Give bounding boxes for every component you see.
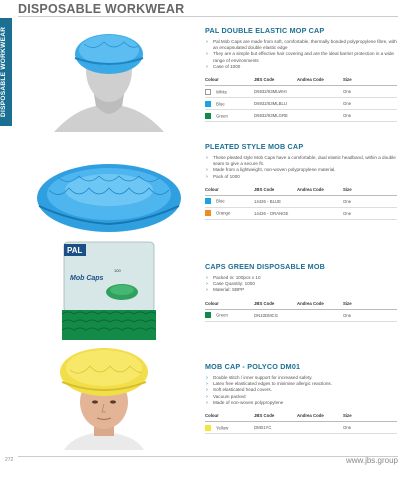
andrea-code: [297, 309, 343, 321]
jbs-code: DM01YC: [254, 422, 297, 434]
product-bullets: [205, 375, 397, 406]
spec-table-header-row: [205, 299, 397, 310]
andrea-code-header: Andrea Code: [297, 411, 343, 422]
size: One: [343, 195, 397, 207]
bullet-item: › Material: SBPP: [205, 287, 397, 293]
pleated-blue-cap-photo: [34, 140, 184, 234]
table-row: [205, 309, 397, 321]
colour-swatch: [205, 89, 211, 95]
size: One: [343, 98, 397, 110]
colour-header: Colour: [205, 411, 254, 422]
size: One: [343, 207, 397, 219]
bullet-item: › Case Quantity: 1000: [205, 281, 397, 287]
size: One: [343, 86, 397, 98]
colour-swatch: [205, 210, 211, 216]
colour-swatch: [205, 198, 211, 204]
product-mob-cap-polyco-dm01: [205, 362, 397, 434]
jbs-code: D6932/53MLBLU: [254, 98, 297, 110]
product-pleated-style-mob-cap: [205, 142, 397, 220]
colour-name: Yellow: [216, 425, 229, 431]
product-bullets: [205, 275, 397, 294]
side-tab-label: DISPOSABLE WORKWEAR: [0, 26, 7, 118]
table-row: [205, 195, 397, 207]
green-caps-package-photo: [62, 240, 156, 340]
table-row: [205, 422, 397, 434]
spec-table: [205, 185, 397, 220]
andrea-code: [297, 207, 343, 219]
product-title: PAL DOUBLE ELASTIC MOP CAP: [205, 26, 325, 35]
colour-name: Green: [216, 312, 228, 318]
colour-name: Blue: [216, 101, 225, 107]
package-count: 100: [114, 268, 121, 273]
header-divider: [18, 16, 398, 17]
andrea-code: [297, 195, 343, 207]
colour-swatch: [205, 312, 211, 318]
spec-table-header-row: [205, 75, 397, 86]
table-row: [205, 110, 397, 122]
jbs-code: D6932/53MLGRE: [254, 110, 297, 122]
size-header: Size: [343, 299, 397, 310]
product-caps-green-disposable-mob: [205, 262, 397, 322]
jbs-code: DN10DMCG: [254, 309, 297, 321]
spec-table-header-row: [205, 185, 397, 196]
colour-name: White: [216, 89, 227, 95]
package-name: Mob Caps: [70, 275, 104, 282]
andrea-code: [297, 98, 343, 110]
bullet-item: › Made of non-woven polypropylene: [205, 400, 397, 406]
bullet-item: › Made from a lightweight, non-woven polypropylene material.: [205, 167, 397, 173]
colour-swatch: [205, 101, 211, 107]
jbs-code-header: JBS Code: [254, 299, 297, 310]
product-title: MOB CAP - POLYCO DM01: [205, 362, 301, 371]
product-bullets: [205, 155, 397, 180]
colour-name: Green: [216, 113, 228, 119]
page-number: 272: [5, 457, 14, 463]
bullet-item: › These pleated style Mob Caps have a comfortable, dual elastic headband, within a double seam to give a secure fit.: [205, 155, 397, 167]
table-row: [205, 98, 397, 110]
bullet-item: › They are a simple but effective hair covering and are the ideal barrier protection in a wide range of environments: [205, 51, 397, 63]
bullet-item: › Case of 1000: [205, 64, 397, 70]
bullet-item: › Pack of 1000: [205, 174, 397, 180]
colour-name: Blue: [216, 198, 225, 204]
spec-table-header-row: [205, 411, 397, 422]
product-pal-double-elastic-mop-cap: [205, 26, 397, 122]
colour-header: Colour: [205, 299, 254, 310]
product-title: PLEATED STYLE MOB CAP: [205, 142, 304, 151]
andrea-code: [297, 110, 343, 122]
table-row: [205, 86, 397, 98]
mannequin-blue-cap-photo: [34, 22, 184, 132]
andrea-code: [297, 86, 343, 98]
bullet-item: › Soft elasticated head covers.: [205, 387, 397, 393]
bullet-item: › Double stitch / inner support for increased safety.: [205, 375, 397, 381]
page-header: [0, 0, 408, 18]
size: One: [343, 110, 397, 122]
jbs-code: D6932/53MLWHI: [254, 86, 297, 98]
jbs-code-header: JBS Code: [254, 411, 297, 422]
jbs-code-header: JBS Code: [254, 75, 297, 86]
package-brand: PAL: [67, 246, 83, 255]
spec-table: [205, 75, 397, 122]
man-yellow-cap-photo: [34, 344, 174, 450]
jbs-code: 14426 - ORANGE: [254, 207, 297, 219]
colour-header: Colour: [205, 75, 254, 86]
andrea-code-header: Andrea Code: [297, 299, 343, 310]
colour-swatch: [205, 113, 211, 119]
page-title: DISPOSABLE WORKWEAR: [18, 2, 185, 16]
andrea-code-header: Andrea Code: [297, 75, 343, 86]
size: One: [343, 422, 397, 434]
spec-table: [205, 299, 397, 322]
jbs-code-header: JBS Code: [254, 185, 297, 196]
bullet-item: › Latex free elasticated edges to minimise allergic reactions.: [205, 381, 397, 387]
website-link[interactable]: www.jbs.group: [345, 456, 398, 465]
size-header: Size: [343, 75, 397, 86]
product-title: CAPS GREEN DISPOSABLE MOB: [205, 262, 326, 271]
colour-swatch: [205, 425, 211, 431]
bullet-item: › Packed in: 100pcs x 10: [205, 275, 397, 281]
size-header: Size: [343, 185, 397, 196]
andrea-code-header: Andrea Code: [297, 185, 343, 196]
footer-divider: [18, 456, 398, 457]
size: One: [343, 309, 397, 321]
colour-name: Orange: [216, 210, 231, 216]
colour-header: Colour: [205, 185, 254, 196]
bullet-item: › Pal Mob Caps are made from soft, comfortable, thermally bonded polypropylene fibre, with an encapsulated double elastic edge: [205, 39, 397, 51]
bullet-item: › Vacuum packed: [205, 394, 397, 400]
product-bullets: [205, 39, 397, 70]
andrea-code: [297, 422, 343, 434]
spec-table: [205, 411, 397, 434]
jbs-code: 14426 - BLUE: [254, 195, 297, 207]
size-header: Size: [343, 411, 397, 422]
table-row: [205, 207, 397, 219]
